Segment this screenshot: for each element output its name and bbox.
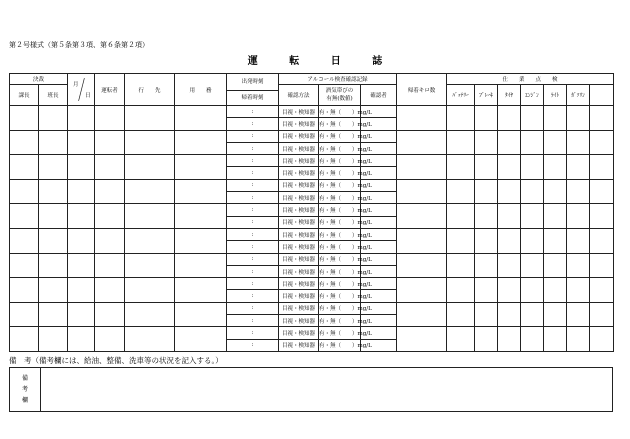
inspection-cell[interactable] [447, 130, 475, 155]
inspection-cell[interactable] [590, 327, 614, 352]
intoxication-cell[interactable]: 有・無（ ）mg/L [319, 302, 361, 314]
table-row [10, 278, 614, 290]
section-chief-cell[interactable] [10, 327, 39, 352]
inspection-cell[interactable] [475, 253, 498, 278]
return-km-cell[interactable] [397, 302, 447, 327]
driver-cell[interactable] [95, 253, 125, 278]
date-cell[interactable] [68, 253, 95, 278]
title-char: 日 [330, 56, 341, 67]
check-method-cell[interactable]: 目視・検知器 [279, 179, 319, 191]
departure-time-cell[interactable]: : [227, 204, 279, 216]
driver-cell[interactable] [95, 302, 125, 327]
destination-cell[interactable] [125, 204, 175, 229]
intoxication-cell[interactable]: 有・無（ ）mg/L [319, 216, 361, 228]
inspection-cell[interactable] [544, 327, 567, 352]
check-method-cell[interactable]: 目視・検知器 [279, 228, 319, 240]
return-km-header: 帰着キロ数 [397, 74, 447, 106]
intoxication-cell[interactable]: 有・無（ ）mg/L [319, 106, 361, 118]
approval-header: 決裁 [10, 74, 68, 85]
return-time-cell[interactable]: : [227, 118, 279, 130]
return-km-cell[interactable] [397, 130, 447, 155]
check-method-header: 確認方法 [279, 85, 319, 106]
inspection-cell[interactable] [567, 253, 590, 278]
time-header [227, 74, 279, 106]
alcohol-check-header: アルコール検査確認記録 [279, 74, 397, 85]
remarks-label-char: 考 [21, 386, 28, 393]
return-km-cell[interactable] [397, 155, 447, 180]
departure-time-cell[interactable]: : [227, 130, 279, 142]
inspection-cell[interactable] [498, 204, 521, 229]
group-chief-cell[interactable] [39, 106, 68, 131]
check-method-cell[interactable]: 目視・検知器 [279, 142, 319, 154]
inspection-item-tire: ﾀｲﾔ [498, 85, 521, 106]
inspection-cell[interactable] [590, 278, 614, 303]
destination-cell[interactable] [125, 228, 175, 253]
intoxication-cell[interactable]: 有・無（ ）mg/L [319, 265, 361, 277]
inspection-cell[interactable] [447, 302, 475, 327]
month-label: 月 [73, 82, 79, 88]
inspection-item-brake: ﾌﾞﾚｰｷ [475, 85, 498, 106]
section-chief-header: 課長 [10, 85, 39, 106]
inspection-cell[interactable] [475, 204, 498, 229]
business-cell[interactable] [175, 278, 227, 303]
intoxication-header [319, 85, 361, 106]
table-row [10, 179, 614, 191]
inspection-cell[interactable] [521, 106, 544, 131]
date-cell[interactable] [68, 106, 95, 131]
destination-cell[interactable] [125, 302, 175, 327]
table-row [10, 228, 614, 240]
remarks-box[interactable] [9, 367, 613, 412]
date-cell[interactable] [68, 130, 95, 155]
group-chief-header: 班長 [39, 85, 68, 106]
departure-time-cell[interactable]: : [227, 179, 279, 191]
destination-cell[interactable] [125, 106, 175, 131]
date-cell[interactable] [68, 228, 95, 253]
date-cell[interactable] [68, 278, 95, 303]
group-chief-cell[interactable] [39, 130, 68, 155]
inspection-cell[interactable] [498, 302, 521, 327]
inspection-cell[interactable] [590, 302, 614, 327]
business-cell[interactable] [175, 179, 227, 204]
return-km-cell[interactable] [397, 278, 447, 303]
inspection-cell[interactable] [447, 204, 475, 229]
intoxication-cell[interactable]: 有・無（ ）mg/L [319, 167, 361, 179]
driver-cell[interactable] [95, 228, 125, 253]
inspection-cell[interactable] [447, 278, 475, 303]
return-km-cell[interactable] [397, 106, 447, 131]
inspection-cell[interactable] [590, 179, 614, 204]
check-method-cell[interactable]: 目視・検知器 [279, 302, 319, 314]
departure-time-cell[interactable]: : [227, 253, 279, 265]
inspection-cell[interactable] [447, 155, 475, 180]
check-method-cell[interactable]: 目視・検知器 [279, 327, 319, 339]
return-km-cell[interactable] [397, 179, 447, 204]
inspection-cell[interactable] [567, 106, 590, 131]
title-char: 誌 [372, 56, 383, 67]
inspection-item-extra [590, 85, 614, 106]
business-cell[interactable] [175, 106, 227, 131]
date-cell[interactable] [68, 204, 95, 229]
inspection-cell[interactable] [544, 253, 567, 278]
driving-log-table [9, 73, 614, 352]
return-time-cell[interactable]: : [227, 241, 279, 253]
departure-time-cell[interactable]: : [227, 228, 279, 240]
intoxication-label: 酒気帯びの [325, 88, 354, 94]
inspection-cell[interactable] [447, 253, 475, 278]
intoxication-cell[interactable]: 有・無（ ）mg/L [319, 315, 361, 327]
inspection-cell[interactable] [498, 278, 521, 303]
driver-cell[interactable] [95, 179, 125, 204]
business-cell[interactable] [175, 327, 227, 352]
inspection-header: 仕 業 点 検 [447, 74, 614, 85]
return-km-cell[interactable] [397, 327, 447, 352]
date-cell[interactable] [68, 155, 95, 180]
inspection-cell[interactable] [567, 327, 590, 352]
intoxication-cell[interactable]: 有・無（ ）mg/L [319, 204, 361, 216]
inspection-cell[interactable] [521, 179, 544, 204]
group-chief-cell[interactable] [39, 302, 68, 327]
inspection-cell[interactable] [521, 278, 544, 303]
departure-time-cell[interactable]: : [227, 278, 279, 290]
check-method-cell[interactable]: 目視・検知器 [279, 118, 319, 130]
inspection-item-gasoline: ｶﾞｿﾘﾝ [567, 85, 590, 106]
check-method-cell[interactable]: 目視・検知器 [279, 106, 319, 118]
table-row [10, 327, 614, 339]
return-time-cell[interactable]: : [227, 339, 279, 351]
driver-cell[interactable] [95, 278, 125, 303]
inspection-cell[interactable] [521, 302, 544, 327]
inspection-cell[interactable] [475, 327, 498, 352]
return-time-cell[interactable]: : [227, 192, 279, 204]
section-chief-cell[interactable] [10, 278, 39, 303]
business-header: 用 務 [175, 74, 227, 106]
table-row [10, 302, 614, 314]
table-row [10, 130, 614, 142]
inspection-cell[interactable] [475, 106, 498, 131]
remarks-label-char: 備 [21, 375, 28, 382]
inspection-cell[interactable] [567, 278, 590, 303]
section-chief-cell[interactable] [10, 253, 39, 278]
table-row [10, 106, 614, 118]
check-method-cell[interactable]: 目視・検知器 [279, 204, 319, 216]
check-method-cell[interactable]: 目視・検知器 [279, 130, 319, 142]
driver-cell[interactable] [95, 155, 125, 180]
remarks-label [10, 368, 41, 411]
inspection-cell[interactable] [521, 327, 544, 352]
inspection-cell[interactable] [521, 130, 544, 155]
inspection-cell[interactable] [567, 302, 590, 327]
day-label: 日 [85, 93, 91, 99]
inspection-cell[interactable] [498, 106, 521, 131]
inspection-cell[interactable] [544, 302, 567, 327]
check-method-cell[interactable]: 目視・検知器 [279, 315, 319, 327]
intoxication-cell[interactable]: 有・無（ ）mg/L [319, 192, 361, 204]
intoxication-cell[interactable]: 有・無（ ）mg/L [319, 228, 361, 240]
return-time-cell[interactable]: : [227, 216, 279, 228]
inspection-cell[interactable] [567, 204, 590, 229]
departure-time-cell[interactable]: : [227, 302, 279, 314]
group-chief-cell[interactable] [39, 204, 68, 229]
return-time-cell[interactable]: : [227, 265, 279, 277]
inspection-cell[interactable] [447, 228, 475, 253]
check-method-cell[interactable]: 目視・検知器 [279, 253, 319, 265]
destination-cell[interactable] [125, 130, 175, 155]
inspection-cell[interactable] [544, 204, 567, 229]
inspection-cell[interactable] [498, 155, 521, 180]
check-method-cell[interactable]: 目視・検知器 [279, 167, 319, 179]
inspection-cell[interactable] [567, 179, 590, 204]
business-cell[interactable] [175, 302, 227, 327]
inspection-cell[interactable] [475, 130, 498, 155]
inspection-cell[interactable] [498, 228, 521, 253]
section-chief-cell[interactable] [10, 204, 39, 229]
remarks-label-char: 欄 [21, 397, 28, 404]
inspection-cell[interactable] [498, 327, 521, 352]
section-chief-cell[interactable] [10, 106, 39, 131]
inspection-cell[interactable] [447, 327, 475, 352]
departure-time-cell[interactable]: : [227, 106, 279, 118]
business-cell[interactable] [175, 155, 227, 180]
intoxication-cell[interactable]: 有・無（ ）mg/L [319, 278, 361, 290]
destination-cell[interactable] [125, 155, 175, 180]
table-row [10, 253, 614, 265]
section-chief-cell[interactable] [10, 228, 39, 253]
return-km-cell[interactable] [397, 204, 447, 229]
inspection-cell[interactable] [544, 155, 567, 180]
check-method-cell[interactable]: 目視・検知器 [279, 339, 319, 351]
confirmer-header: 確認者 [361, 85, 397, 106]
inspection-cell[interactable] [498, 179, 521, 204]
inspection-cell[interactable] [521, 204, 544, 229]
inspection-cell[interactable] [475, 278, 498, 303]
intoxication-cell[interactable]: 有・無（ ）mg/L [319, 241, 361, 253]
section-chief-cell[interactable] [10, 179, 39, 204]
check-method-cell[interactable]: 目視・検知器 [279, 192, 319, 204]
business-cell[interactable] [175, 228, 227, 253]
inspection-cell[interactable] [475, 179, 498, 204]
destination-cell[interactable] [125, 179, 175, 204]
driver-cell[interactable] [95, 204, 125, 229]
driver-cell[interactable] [95, 106, 125, 131]
inspection-cell[interactable] [544, 106, 567, 131]
inspection-cell[interactable] [567, 228, 590, 253]
departure-time-cell[interactable]: : [227, 155, 279, 167]
section-chief-cell[interactable] [10, 302, 39, 327]
return-km-cell[interactable] [397, 253, 447, 278]
inspection-cell[interactable] [590, 228, 614, 253]
table-row [10, 155, 614, 167]
return-time-cell[interactable]: : [227, 167, 279, 179]
inspection-item-engine: ｴﾝｼﾞﾝ [521, 85, 544, 106]
date-cell[interactable] [68, 179, 95, 204]
intoxication-cell[interactable]: 有・無（ ）mg/L [319, 142, 361, 154]
title-char: 運 [247, 56, 258, 67]
intoxication-cell[interactable]: 有・無（ ）mg/L [319, 155, 361, 167]
intoxication-cell[interactable]: 有・無（ ）mg/L [319, 179, 361, 191]
departure-time-label: 出発時刻 [227, 75, 278, 91]
table-row [10, 204, 614, 216]
inspection-cell[interactable] [447, 179, 475, 204]
business-cell[interactable] [175, 204, 227, 229]
group-chief-cell[interactable] [39, 253, 68, 278]
inspection-cell[interactable] [521, 228, 544, 253]
inspection-cell[interactable] [498, 130, 521, 155]
inspection-item-battery: ﾊﾞｯﾃﾘｰ [447, 85, 475, 106]
inspection-item-light: ﾗｲﾄ [544, 85, 567, 106]
date-cell[interactable] [68, 302, 95, 327]
inspection-cell[interactable] [590, 130, 614, 155]
check-method-cell[interactable]: 目視・検知器 [279, 241, 319, 253]
inspection-cell[interactable] [498, 253, 521, 278]
inspection-cell[interactable] [544, 228, 567, 253]
check-method-cell[interactable]: 目視・検知器 [279, 290, 319, 302]
destination-cell[interactable] [125, 253, 175, 278]
section-chief-cell[interactable] [10, 155, 39, 180]
check-method-cell[interactable]: 目視・検知器 [279, 216, 319, 228]
inspection-cell[interactable] [590, 253, 614, 278]
return-km-cell[interactable] [397, 228, 447, 253]
inspection-cell[interactable] [567, 155, 590, 180]
intoxication-cell[interactable]: 有・無（ ）mg/L [319, 253, 361, 265]
inspection-cell[interactable] [475, 302, 498, 327]
page-title [0, 52, 630, 67]
inspection-cell[interactable] [544, 130, 567, 155]
intoxication-value-label: 有無(数値) [326, 96, 353, 102]
section-chief-cell[interactable] [10, 130, 39, 155]
remarks-title: 備 考（備考欄には、給油、整備、洗車等の状況を記入する。） [9, 356, 223, 365]
inspection-cell[interactable] [475, 228, 498, 253]
intoxication-cell[interactable]: 有・無（ ）mg/L [319, 130, 361, 142]
group-chief-cell[interactable] [39, 327, 68, 352]
destination-header: 行 先 [125, 74, 175, 106]
group-chief-cell[interactable] [39, 228, 68, 253]
return-time-label: 帰着時刻 [241, 94, 264, 101]
business-cell[interactable] [175, 253, 227, 278]
inspection-cell[interactable] [567, 130, 590, 155]
check-method-cell[interactable]: 目視・検知器 [279, 265, 319, 277]
group-chief-cell[interactable] [39, 278, 68, 303]
intoxication-cell[interactable]: 有・無（ ）mg/L [319, 118, 361, 130]
date-header [68, 74, 95, 106]
driver-cell[interactable] [95, 130, 125, 155]
return-time-cell[interactable]: : [227, 142, 279, 154]
business-cell[interactable] [175, 130, 227, 155]
departure-time-cell[interactable]: : [227, 327, 279, 339]
check-method-cell[interactable]: 目視・検知器 [279, 155, 319, 167]
driver-header: 運転者 [95, 74, 125, 106]
form-number: 第２号様式（第５条第３項、第６条第２項） [9, 41, 149, 49]
destination-cell[interactable] [125, 327, 175, 352]
intoxication-cell[interactable]: 有・無（ ）mg/L [319, 327, 361, 339]
inspection-cell[interactable] [521, 155, 544, 180]
inspection-cell[interactable] [447, 106, 475, 131]
return-time-cell[interactable]: : [227, 315, 279, 327]
inspection-cell[interactable] [521, 253, 544, 278]
driver-cell[interactable] [95, 327, 125, 352]
group-chief-cell[interactable] [39, 179, 68, 204]
intoxication-cell[interactable]: 有・無（ ）mg/L [319, 290, 361, 302]
inspection-cell[interactable] [475, 155, 498, 180]
return-time-cell[interactable]: : [227, 290, 279, 302]
inspection-cell[interactable] [544, 278, 567, 303]
destination-cell[interactable] [125, 278, 175, 303]
inspection-cell[interactable] [590, 204, 614, 229]
title-char: 転 [289, 56, 300, 67]
inspection-cell[interactable] [544, 179, 567, 204]
intoxication-cell[interactable]: 有・無（ ）mg/L [319, 339, 361, 351]
inspection-cell[interactable] [590, 106, 614, 131]
date-cell[interactable] [68, 327, 95, 352]
inspection-cell[interactable] [590, 155, 614, 180]
group-chief-cell[interactable] [39, 155, 68, 180]
check-method-cell[interactable]: 目視・検知器 [279, 278, 319, 290]
